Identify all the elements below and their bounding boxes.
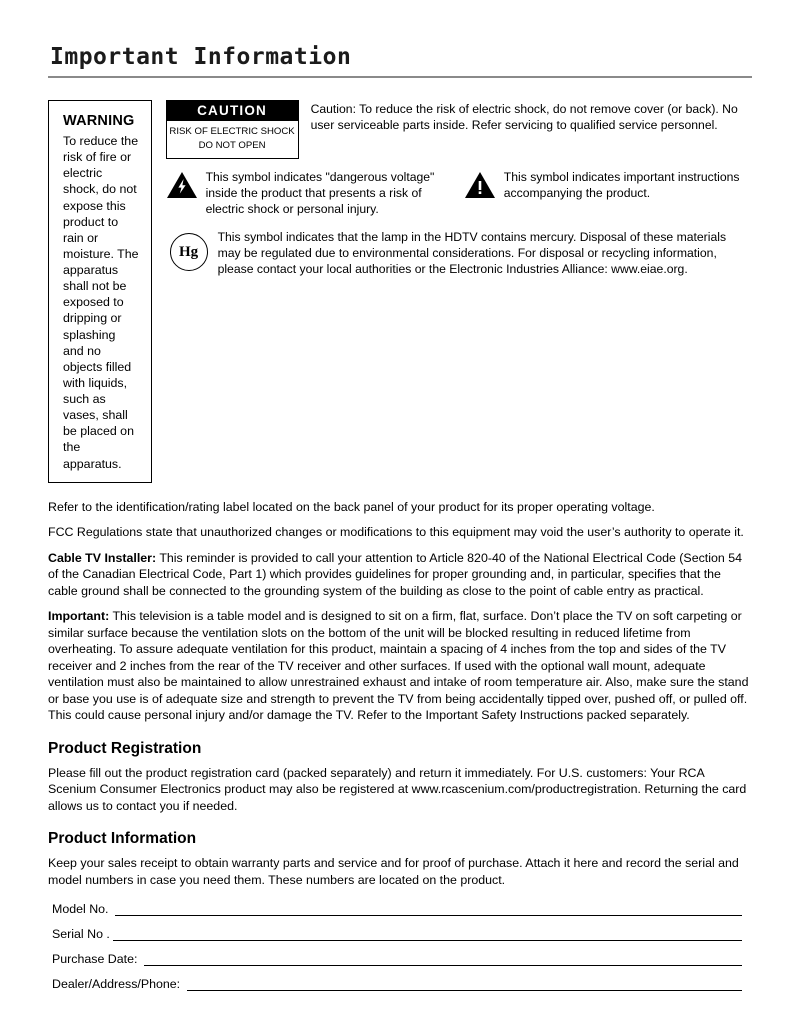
paragraph-fcc: [48, 524, 752, 541]
caution-line-2: DO NOT OPEN: [198, 139, 266, 151]
paragraph-voltage: [48, 499, 752, 516]
product-registration-text: Please fill out the product registration card (packed separately) and return it immediately. For U.S. customers: Your RCA Scenium Consumer Electronics product may also be registered at www.rcascenium.com/productregistration. Returning the card allows us to contact you if needed.: [48, 765, 747, 813]
symbol-dangerous-voltage: [166, 169, 454, 217]
paragraph-important-text: This television is a table model and is designed to sit on a firm, flat, surface. Don’t place the TV on soft carpeting or similar surface because the ventilation slots on the bottom of the unit will be blocked resulting in reduced lifetime from overheating. To assure adequate ventilation for this product, maintain a spacing of 4 inches from the top and sides of the TV receiver and 2 inches from the rear of the TV receiver and other surfaces. If used with the optional wall mount, adequate ventilation must also be maintained to allow unrestrained exhaust and intake of room temperature air. Also, make sure the stand or base you use is of adequate size and strength to prevent the TV from being accidentally tipped over, pushed off, or pulled off. This could cause personal injury and/or damage the TV. Refer to the Important Safety Instructions packed separately.: [48, 609, 749, 723]
caution-box: [166, 100, 299, 159]
body-paragraphs: [48, 499, 752, 724]
paragraph-cable-installer-lead: Cable TV Installer:: [48, 550, 157, 565]
field-serial-no-input[interactable]: [113, 929, 742, 941]
page-title: Important Information: [50, 44, 352, 70]
mercury-notice: [166, 229, 752, 277]
field-dealer-address-phone-label: Dealer/Address/Phone:: [52, 977, 184, 992]
field-serial-no[interactable]: [48, 927, 752, 941]
symbol-important-instructions: [464, 169, 752, 217]
symbol-row: [166, 169, 752, 217]
paragraph-cable-installer: [48, 550, 752, 600]
caution-top-row: [166, 100, 752, 159]
symbol-dangerous-voltage-text: This symbol indicates "dangerous voltage" inside the product that presents a risk of electric shock or personal injury.: [205, 169, 435, 216]
field-dealer-address-phone[interactable]: [48, 977, 752, 991]
warning-box: [48, 100, 152, 483]
field-purchase-date-label: Purchase Date:: [52, 952, 141, 967]
caution-subtext: [167, 121, 298, 158]
warning-text: To reduce the risk of fire or electric shock, do not expose this product to rain or moisture. The apparatus shall not be exposed to dripping or splashing and no objects filled with liquids, such as vases, shall be placed on the apparatus.: [63, 134, 139, 471]
caution-line-1: RISK OF ELECTRIC SHOCK: [169, 126, 295, 137]
product-information-text: Keep your sales receipt to obtain warranty parts and service and for proof of purchase. Attach it here and record the serial and model numbers in case you need them. These numbers are located on the product.: [48, 856, 739, 887]
caution-paragraph: Caution: To reduce the risk of electric shock, do not remove cover (or back). No user serviceable parts inside. Refer servicing to qualified service personnel.: [310, 102, 738, 133]
paragraph-important-lead: Important:: [48, 609, 110, 624]
warning-heading: WARNING: [63, 113, 135, 129]
field-model-no-label: Model No.: [52, 902, 112, 917]
product-information-heading: Product Information: [48, 830, 197, 848]
product-registration-heading: Product Registration: [48, 739, 202, 757]
mercury-hg-icon: Hg: [170, 233, 208, 271]
product-information-fields: [48, 902, 752, 991]
field-purchase-date-input[interactable]: [144, 954, 742, 966]
field-dealer-address-phone-input[interactable]: [187, 979, 742, 991]
paragraph-fcc-text: FCC Regulations state that unauthorized changes or modifications to this equipment may void the user’s authority to operate it.: [48, 525, 744, 540]
safety-notices-row: [48, 100, 752, 483]
field-model-no[interactable]: [48, 902, 752, 916]
paragraph-voltage-text: Refer to the identification/rating label located on the back panel of your product for its proper operating voltage.: [48, 499, 655, 514]
exclamation-triangle-icon: [464, 171, 496, 199]
mercury-text: This symbol indicates that the lamp in the HDTV contains mercury. Disposal of these materials may be regulated due to environmental considerations. For disposal or recycling information, please contact your local authorities or the Electronic Industries Alliance: www.eiae.org.: [217, 230, 727, 277]
lightning-bolt-triangle-icon: [166, 171, 198, 199]
caution-column: [166, 100, 752, 277]
caution-heading: CAUTION: [167, 101, 298, 121]
paragraph-important: [48, 608, 752, 724]
field-model-no-input[interactable]: [115, 904, 742, 916]
symbol-important-instructions-text: This symbol indicates important instructions accompanying the product.: [503, 169, 740, 200]
paragraph-cable-installer-text: This reminder is provided to call your attention to Article 820-40 of the National Electrical Code (Section 54 of the Canadian Electrical Code, Part 1) which provides guidelines for proper grounding and, in particular, specifies that the cable ground shall be connected to the grounding system of the building as close to the point of cable entry as practical.: [48, 550, 742, 598]
title-divider: [48, 76, 752, 78]
field-purchase-date[interactable]: [48, 952, 752, 966]
field-serial-no-label: Serial No .: [52, 927, 110, 942]
